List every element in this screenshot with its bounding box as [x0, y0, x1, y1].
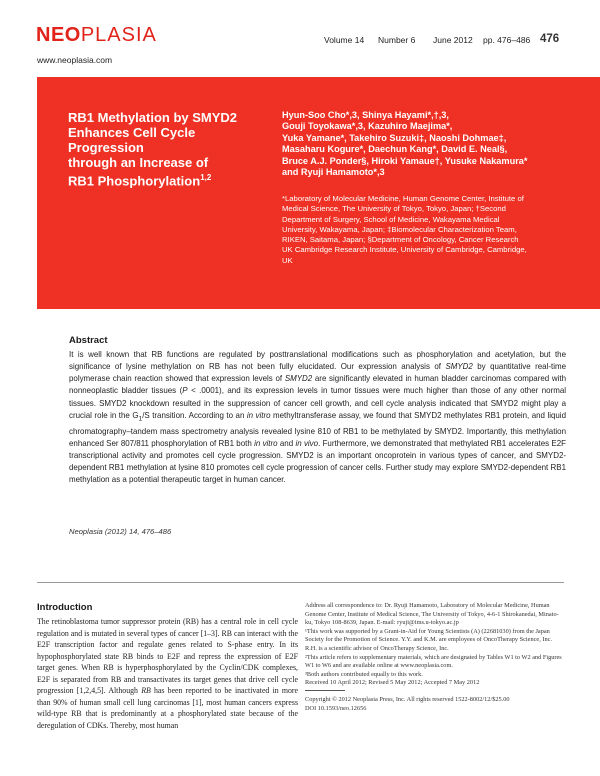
page-number: 476	[540, 33, 560, 45]
article-title	[68, 110, 268, 188]
section-divider	[37, 582, 564, 583]
volume: Volume 14	[324, 35, 365, 45]
journal-logo	[36, 24, 157, 47]
footnote-3: ³Both authors contributed equally to this work.	[305, 670, 423, 678]
author-line: Masaharu Kogure*, Daechun Kang*, David E. Neal§,	[282, 144, 508, 155]
title-line: RB1 Methylation by SMYD2	[68, 110, 238, 125]
title-line: through an Increase of	[68, 155, 209, 170]
journal-website[interactable]: www.neoplasia.com	[37, 55, 113, 65]
correspondence-note: Address all correspondence to: Dr. Ryuji Hamamoto, Laboratory of Molecular Medicine, Human Genome Center, Institute of Medical Science, The University of Tokyo, 4-6-1 Shirokanedai, Minato-ku, Tokyo 108-8639, Japan. E-mail: ryuji@ims.u-tokyo.ac.jp	[305, 602, 559, 627]
author-line: Bruce A.J. Ponder§, Hiroki Yamaue†, Yusuke Nakamura*	[282, 155, 528, 166]
author-list	[282, 110, 582, 178]
issue-number: Number 6	[378, 35, 416, 45]
author-line: Hyun-Soo Cho*,3, Shinya Hayami*,†,3,	[282, 110, 449, 120]
footnotes-column	[305, 602, 565, 713]
title-line: Enhances Cell Cycle Progression	[68, 125, 196, 155]
introduction-text: The retinoblastoma tumor suppressor protein (RB) has a central role in cell cycle regulation and is mutated in several types of cancer [1–3]. RB can interact with the E2F transcription factor and regulate genes related to S-phase entry. In its hypophosphorylated state RB binds to E2F and repress the expression of E2F target genes. When RB is hyperphosphorylated by the Cyclin/CDK complexes, E2F is separated from RB and transactivates its target genes that drive cell cycle progression [1,2,4,5]. Although RB has been reported to be inactivated in more than 90% of human small cell lung carcinomas [1], most human cancers express wild-type RB that is predominantly at a phosphorylated state because of the deregulation of CDKs. Thereby, most human	[37, 617, 298, 730]
introduction-heading: Introduction	[37, 602, 93, 613]
logo-neo: NEO	[36, 24, 81, 46]
issue-date: June 2012	[433, 35, 473, 45]
copyright: Copyright © 2012 Neoplasia Press, Inc. All rights reserved 1522-8002/12/$25.00	[305, 695, 510, 703]
abstract-text: It is well known that RB functions are regulated by posttranslational modifications such as phosphorylation and acetylation, but the significance of lysine methylation on RB has not been fully elucidated. Our expression analysis of SMYD2 by quantitative real-time polymerase chain reaction showed that expression levels of SMYD2 are significantly elevated in human bladder carcinomas compared with nonneoplastic bladder tissues (P < .0001), and its expression levels in tumor tissues were much higher than those of any other normal tissues. SMYD2 knockdown resulted in the suppression of cancer cell growth, and cell cycle analysis indicated that SMYD2 might play a crucial role in the $G_1/S$ transition. According to an in vitro methyltransferase assay, we found that SMYD2 methylates RB1 protein, and liquid chromatography–tandem mass spectrometry analysis revealed lysine 810 of RB1 to be methylated by SMYD2. Importantly, this methylation enhanced Ser 807/811 phosphorylation of RB1 both in vitro and in vivo. Furthermore, we demonstrated that methylated RB1 accelerates E2F transcriptional activity and promotes cell cycle progression. SMYD2 is an important oncoprotein in various types of cancer, and SMYD2-dependent RB1 methylation at lysine 810 promotes cell cycle progression of cancer cells. Further study may explore SMYD2-dependent RB1 methylation as a potential therapeutic target in human cancer.	[69, 350, 567, 485]
abstract-heading: Abstract	[69, 335, 108, 346]
author-line: and Ryuji Hamamoto*,3	[282, 167, 385, 178]
page-range: pp. 476–486	[483, 35, 531, 45]
logo-plasia: PLASIA	[80, 24, 157, 46]
received-dates: Received 10 April 2012; Revised 5 May 2012; Accepted 7 May 2012	[305, 679, 480, 687]
footnote-1: ¹This work was supported by a Grant-in-Aid for Young Scientists (A) (22681030) from the Japan Society for the Promotion of Science. Y.Y. and K.M. are employees of OncoTherapy Science, Inc. R.H. is a scientific advisor of OncoTherapy Science, Inc.	[305, 627, 552, 652]
title-footnote-marks: 1,2	[200, 173, 212, 182]
footnote-divider	[305, 690, 345, 691]
footnote-2: ²This article refers to supplementary materials, which are designated by Tables W1 to W2 and Figures W1 to W6 and are available online at www.neoplasia.com.	[305, 653, 562, 670]
author-line: Gouji Toyokawa*,3, Kazuhiro Maejima*,	[282, 121, 453, 132]
author-line: Yuka Yamane*, Takehiro Suzuki‡, Naoshi Dohmae‡,	[282, 132, 507, 143]
citation: Neoplasia (2012) 14, 476–486	[69, 527, 172, 536]
title-line: RB1 Phosphorylation	[68, 173, 201, 189]
doi[interactable]: DOI 10.1593/neo.12656	[305, 704, 367, 712]
affiliations: *Laboratory of Molecular Medicine, Human Genome Center, Institute of Medical Science, The University of Tokyo, Tokyo, Japan; †Second Department of Surgery, School of Medicine, Wakayama Medical University, Wakayama, Japan; ‡Biomolecular Characterization Team, RIKEN, Saitama, Japan; §Department of Oncology, Cancer Research UK Cambridge Research Institute, University of Cambridge, Cambridge, UK	[282, 194, 527, 265]
title-banner	[37, 77, 600, 309]
